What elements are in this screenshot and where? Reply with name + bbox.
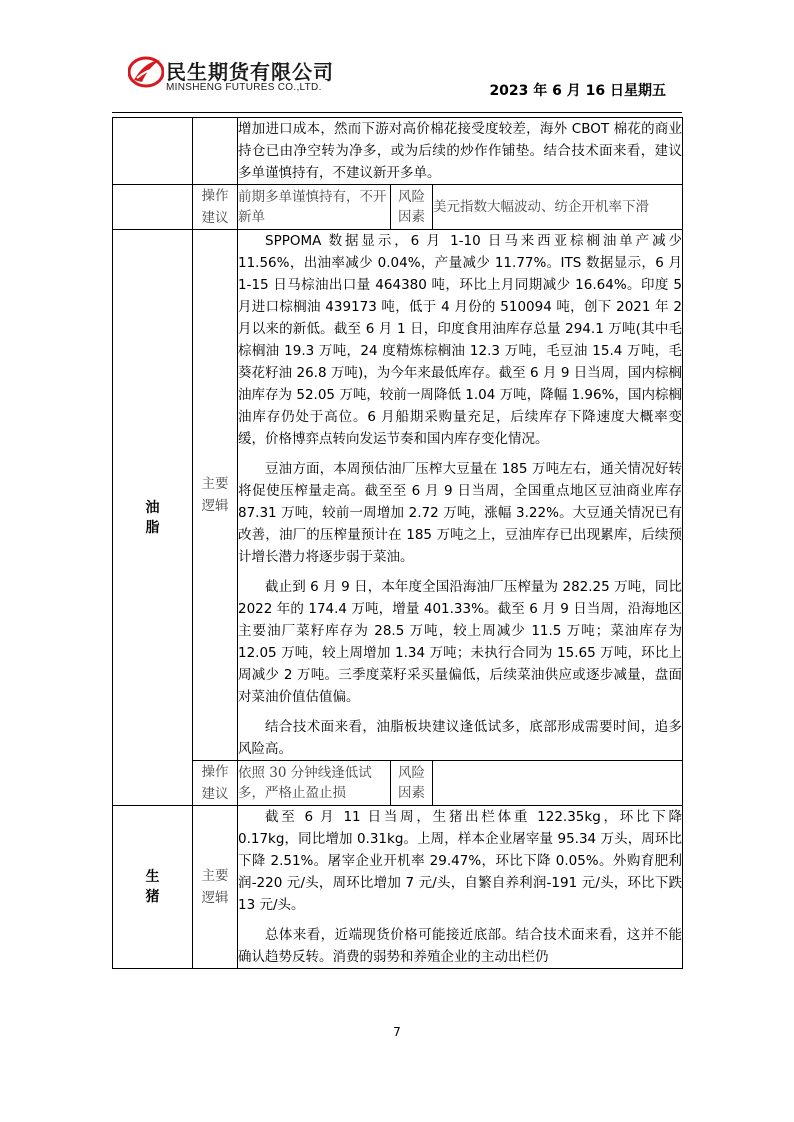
company-name-cn: 民生期货有限公司 xyxy=(166,60,334,84)
page-number: 7 xyxy=(393,1025,401,1039)
cotton-category-cell xyxy=(113,118,193,185)
oils-category: 油 脂 xyxy=(113,230,193,806)
cotton-op-label: 操作 建议 xyxy=(193,185,238,230)
hogs-logic-label: 主要 逻辑 xyxy=(193,806,238,969)
hogs-logic-row xyxy=(113,806,683,969)
oils-paragraph: 结合技术面来看，油脂板块建议逢低试多，底部形成需要时间，追多风险高。 xyxy=(238,719,683,757)
cotton-logic-text-cell xyxy=(238,118,683,185)
header-rule xyxy=(112,112,682,113)
oils-op-text: 依照 30 分钟线逢低试多，严格止盈止损 xyxy=(238,761,391,806)
hogs-logic-text-cell xyxy=(238,806,683,969)
cotton-operation-row xyxy=(113,185,683,230)
hogs-paragraph: 总体来看，近端现货价格可能接近底部。结合技术面来看，这并不能确认趋势反转。消费的弱势和养殖企业的主动出栏仍 xyxy=(238,927,683,965)
company-logo xyxy=(128,54,368,100)
cotton-category-cell-cont xyxy=(113,185,193,230)
hogs-paragraph: 截至 6 月 11 日当周，生猪出栏体重 122.35kg，环比下降 0.17kg，同比增加 0.31kg。上周，样本企业屠宰量 95.34 万头，周环比下降 2.51%。屠宰企业开机率 29.47%，环比下降 0.05%。外购育肥利润-220 元/头，周环比增加 7 元/头，自繁自养利润-191 元/头，环比下跌 13 元/头。 xyxy=(238,809,683,913)
oils-paragraph: 豆油方面，本周预估油厂压榨大豆量在 185 万吨左右，通关情况好转将促使压榨量走高。截至至 6 月 9 日当周，全国重点地区豆油商业库存 87.31 万吨，较前一周增加 2.72 万吨，涨幅 3.22%。大豆通关情况已有改善，油厂的压榨量预计在 185 万吨之上，豆油库存已出现累库，后续预计增长潜力将逐步弱于菜油。 xyxy=(238,461,683,565)
cotton-risk-text: 美元指数大幅波动、纺企开机率下滑 xyxy=(433,185,683,230)
oils-logic-text-cell xyxy=(238,230,683,761)
cotton-logic-paragraph: 增加进口成本，然而下游对高价棉花接受度较差，海外 CBOT 棉花的商业持仓已由净空转为净多，或为后续的炒作作铺垫。结合技术面来看，建议多单谨慎持有，不建议新开多单。 xyxy=(238,121,683,181)
cotton-op-text: 前期多单谨慎持有，不开新单 xyxy=(238,185,391,230)
report-date: 2023 年 6 月 16 日星期五 xyxy=(489,83,666,99)
oils-op-label: 操作 建议 xyxy=(193,761,238,806)
oils-risk-label: 风险 因素 xyxy=(391,761,433,806)
oils-operation-row xyxy=(113,761,683,806)
cotton-logic-row xyxy=(113,118,683,185)
oils-risk-text xyxy=(433,761,683,806)
oils-logic-label: 主要 逻辑 xyxy=(193,230,238,761)
minsheng-logo-icon xyxy=(128,54,164,90)
oils-logic-row xyxy=(113,230,683,761)
cotton-logic-label-cell xyxy=(193,118,238,185)
oils-paragraph: 截止到 6 月 9 日，本年度全国沿海油厂压榨量为 282.25 万吨，同比 2022 年的 174.4 万吨，增量 401.33%。截至 6 月 9 日当周，沿海地区主要油厂菜籽库存为 28.5 万吨，较上周减少 11.5 万吨；菜油库存为 12.05 万吨，较上周增加 1.34 万吨；未执行合同为 15.65 万吨，环比上周减少 2 万吨。三季度菜籽采买量偏低，后续菜油供应或逐步减量，盘面对菜油价值估值偏。 xyxy=(238,579,683,705)
oils-paragraph: SPPOMA 数据显示，6 月 1-10 日马来西亚棕榈油单产减少 11.56%，出油率减少 0.04%，产量减少 11.77%。ITS 数据显示，6 月 1-15 日马棕油出口量 464380 吨，环比上月同期减少 16.64%。印度 5 月进口棕榈油 439173 吨，低于 4 月份的 510094 吨，创下 2021 年 2 月以来的新低。截至 6 月 1 日，印度食用油库存总量 294.1 万吨(其中毛棕榈油 19.3 万吨，24 度精炼棕榈油 12.3 万吨，毛豆油 15.4 万吨，毛葵花籽油 26.8 万吨)，为今年来最低库存。截至 6 月 9 日当周，国内棕榈油库存为 52.05 万吨，较前一周降低 1.04 万吨，降幅 1.96%，国内棕榈油库存仍处于高位。6 月船期采购量充足，后续库存下降速度大概率变缓，价格博弈点转向发运节奏和国内库存变化情况。 xyxy=(238,233,683,447)
hogs-category: 生 猪 xyxy=(113,806,193,969)
cotton-risk-label: 风险 因素 xyxy=(391,185,433,230)
company-name-en: MINSHENG FUTURES CO.,LTD. xyxy=(166,82,322,93)
analysis-table xyxy=(112,117,683,969)
